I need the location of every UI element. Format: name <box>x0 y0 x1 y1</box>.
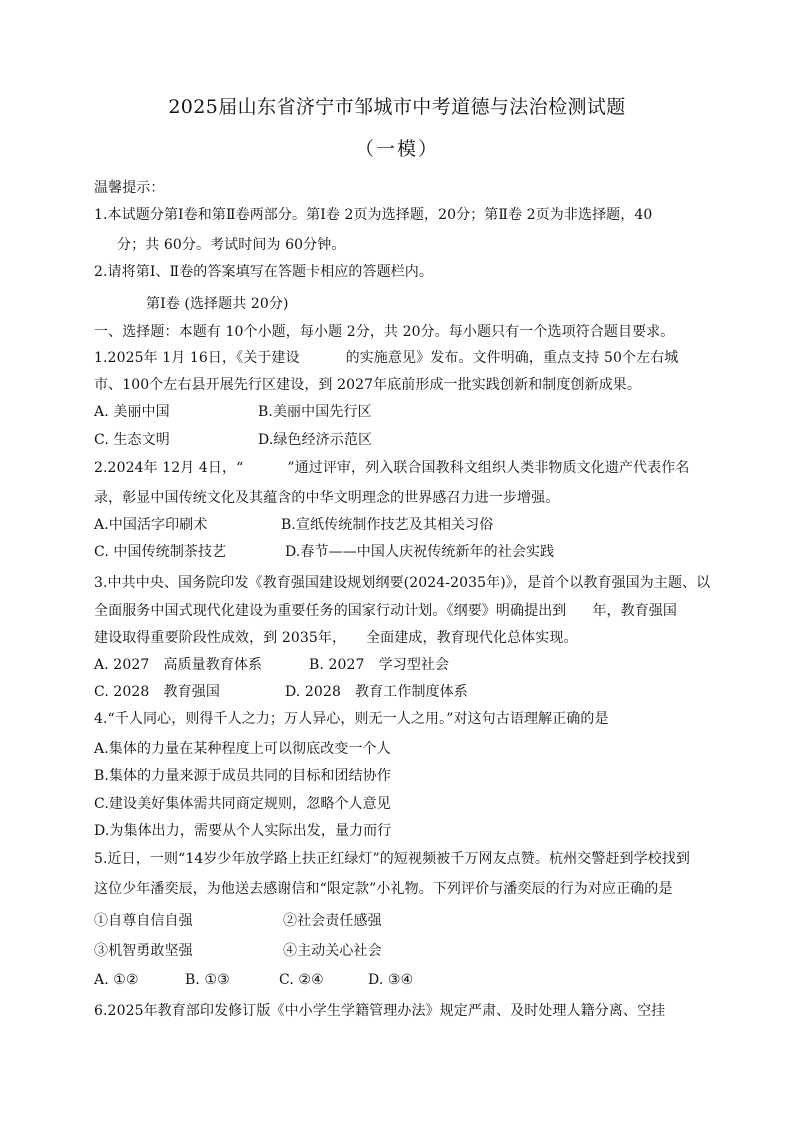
question-2-line-2: 录，彰显中国传统文化及其蕴含的中华文明理念的世界感召力进一步增强。 <box>94 490 560 506</box>
note-line-2: 分；共 60分。考试时间为 60分钟。 <box>117 237 346 253</box>
question-1-part-b: 的实施意见》发布。文件明确，重点支持 50个左右城 <box>345 350 679 366</box>
question-3-option-d: D. 2028 教育工作制度体系 <box>285 684 468 700</box>
note-line-1: 1.本试题分第Ⅰ卷和第Ⅱ卷两部分。第Ⅰ卷 2页为选择题，20分；第Ⅱ卷 2页为非选择题，40 <box>94 207 653 223</box>
question-3-option-a: A. 2027 高质量教育体系 <box>94 657 263 673</box>
question-2-part-a: 2.2024年 12月 4日，“ <box>94 460 244 476</box>
question-1-option-a: A. 美丽中国 <box>94 404 170 420</box>
question-2-option-b: B.宣纸传统制作技艺及其相关习俗 <box>281 517 494 533</box>
question-4-option-a: A.集体的力量在某种程度上可以彻底改变一个人 <box>94 741 391 757</box>
question-5-line-1: 5.近日，一则“14岁少年放学路上扶正红绿灯”的短视频被千万网友点赞。杭州交警赶到学校找到 <box>94 851 690 867</box>
question-4-option-d: D.为集体出力，需要从个人实际出发，量力而行 <box>94 823 392 839</box>
page-title: 2025届山东省济宁市邹城市中考道德与法治检测试题 <box>168 96 626 118</box>
question-5-statement-4: ④主动关心社会 <box>283 943 382 959</box>
question-5-statement-2: ②社会责任感强 <box>283 913 382 929</box>
question-1-line-2: 市、100个左右县开展先行区建设，到 2027年底前形成一批实践创新和制度创新成果。 <box>94 377 641 393</box>
notes-label: 温馨提示： <box>94 180 165 196</box>
question-2-line-1 <box>94 461 689 475</box>
question-3-line-2 <box>94 604 677 618</box>
question-5-option-a: A. ①② <box>94 972 139 988</box>
question-3-line-3-a: 建设取得重要阶段性成效，到 2035年， <box>94 630 347 646</box>
question-5-line-2: 这位少年潘奕辰，为他送去感谢信和“限定款”小礼物。下列评价与潘奕辰的行为对应正确的是 <box>94 881 673 897</box>
page-subtitle: （一模） <box>354 138 439 160</box>
question-2-option-d: D.春节——中国人庆祝传统新年的社会实践 <box>285 544 555 560</box>
question-5-statement-1: ①自尊自信自强 <box>94 913 193 929</box>
question-3-line-1: 3.中共中央、国务院印发《教育强国建设规划纲要(2024-2035年)》，是首个以教育强国为主题、以 <box>94 575 711 591</box>
question-2-option-c: C. 中国传统制茶技艺 <box>94 544 227 560</box>
question-5-option-c: C. ②④ <box>279 972 324 988</box>
question-3-option-c: C. 2028 教育强国 <box>94 684 220 700</box>
question-6-line-1: 6.2025年教育部印发修订版《中小学生学籍管理办法》规定严肃、及时处理人籍分离、空挂 <box>94 1003 666 1019</box>
question-4-option-b: B.集体的力量来源于成员共同的目标和团结协作 <box>94 768 391 784</box>
question-3-line-3-b: 全面建成，教育现代化总体实现。 <box>366 630 578 646</box>
question-5-statement-3: ③机智勇敢坚强 <box>94 943 193 959</box>
question-1-line-1 <box>94 351 678 365</box>
question-2-part-b: ”通过评审，列入联合国教科文组织人类非物质文化遗产代表作名 <box>287 460 690 476</box>
note-line-3: 2.请将第Ⅰ、Ⅱ卷的答案填写在答题卡相应的答题栏内。 <box>94 264 434 280</box>
section-instructions: 一、选择题：本题有 10个小题，每小题 2分，共 20分。每小题只有一个选项符合题目要求。 <box>94 324 675 340</box>
question-1-option-b: B.美丽中国先行区 <box>258 404 372 420</box>
question-1-option-d: D.绿色经济示范区 <box>258 432 373 448</box>
question-1-option-c: C. 生态文明 <box>94 432 170 448</box>
question-3-line-2-a: 全面服务中国式现代化建设为重要任务的国家行动计划。《纲要》明确提出到 <box>94 603 567 619</box>
question-5-option-b: B. ①③ <box>185 972 230 988</box>
question-1-part-a: 1.2025年 1月 16日，《关于建设 <box>94 350 300 366</box>
question-5-option-d: D. ③④ <box>368 972 414 988</box>
question-4-option-c: C.建设美好集体需共同商定规则，忽略个人意见 <box>94 796 391 812</box>
question-3-line-3 <box>94 631 578 645</box>
question-3-line-2-b: 年，教育强国 <box>592 603 678 619</box>
volume-title: 第Ⅰ卷 (选择题共 20分) <box>146 296 289 312</box>
question-4-stem: 4.“千人同心，则得千人之力；万人异心，则无一人之用。”对这句古语理解正确的是 <box>94 711 609 727</box>
question-2-option-a: A.中国活字印刷术 <box>94 517 208 533</box>
question-3-option-b: B. 2027 学习型社会 <box>309 657 450 673</box>
